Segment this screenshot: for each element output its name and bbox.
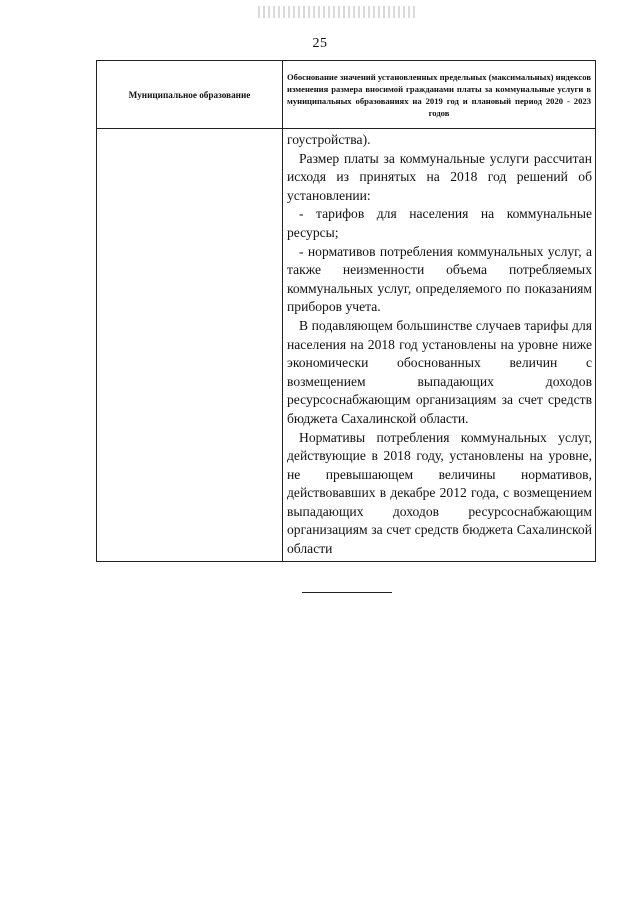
page-number: 25	[312, 36, 328, 51]
list-item-norms: - нормативов потребления коммунальных услуг, а также неизменности объема потребляемых коммунальных услуг, определяемого по показаниям приборов учета.	[287, 243, 592, 315]
header-municipality: Муниципальное образование	[97, 61, 283, 129]
paragraph-continuation: гоустройства).	[287, 132, 371, 147]
table-header-row	[97, 61, 596, 129]
end-divider	[302, 592, 392, 593]
municipality-cell	[97, 129, 283, 562]
paragraph-norms: Нормативы потребления коммунальных услуг, действующие в 2018 году, установлены на уровне, не превышающем величины нормативов, действовавших в декабре 2012 года, с возмещением выпадающих доходов ресурсоснабжающим организациям за счет средств бюджета Сахалинской области	[287, 429, 592, 557]
paragraph-tariffs: В подавляющем большинстве случаев тарифы для населения на 2018 год установлены на уровне ниже экономически обоснованных величин с возмещением выпадающих доходов ресурсоснабжающим организациям за счет средств бюджета Сахалинской области.	[287, 317, 592, 426]
header-justification: Обоснование значений установленных предельных (максимальных) индексов изменения размера вносимой гражданами платы за коммунальные услуги в муниципальных образованиях на 2019 год и плановый период 2020 - 2023 годов	[283, 61, 596, 129]
paragraph-payment-calc: Размер платы за коммунальные услуги рассчитан исходя из принятых на 2018 год решений об установлении:	[287, 150, 592, 203]
scan-artifact	[258, 6, 418, 18]
document-table	[96, 60, 596, 562]
table-row	[97, 129, 596, 562]
list-item-tariffs: - тарифов для населения на коммунальные ресурсы;	[287, 206, 592, 240]
justification-cell	[283, 129, 596, 562]
